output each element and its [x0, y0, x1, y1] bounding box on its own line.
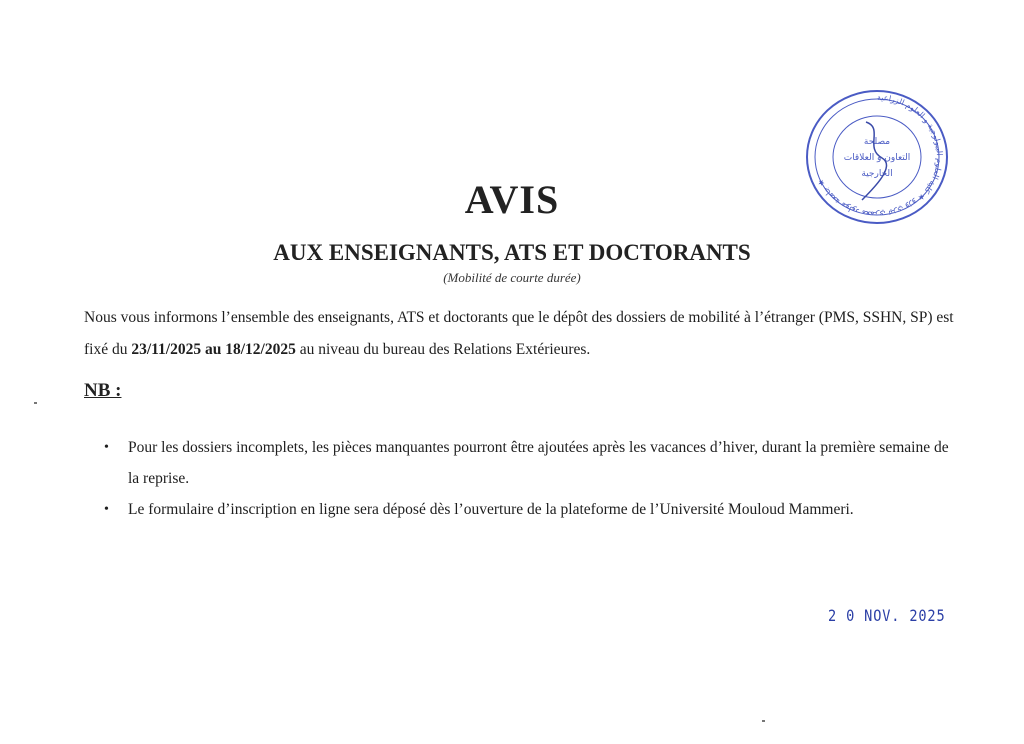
nb-list: [100, 432, 960, 525]
list-item: [100, 432, 960, 494]
scan-speck: [762, 720, 765, 722]
list-item-text: Pour les dossiers incomplets, les pièces manquantes pourront être ajoutées après les vacances d’hiver, durant la première semaine de la reprise.: [128, 439, 949, 487]
list-item: [100, 494, 960, 525]
list-item-text: Le formulaire d’inscription en ligne sera déposé dès l’ouverture de la plateforme de l’Université Mouloud Mammeri.: [128, 501, 854, 518]
seal-ring-text: جامعة مولود معمري تيزي وزو ★ كلية العلوم البيولوجية و العلوم الزراعية ★: [815, 92, 944, 220]
svg-text:التعاون و العلاقات: التعاون و العلاقات: [843, 153, 911, 163]
paragraph-intro: Nous vous informons l’ensemble des enseignants, ATS et doctorants que le dépôt des dossiers de mobilité à l’étranger (PMS, SSHN, SP) est fixé du: [84, 309, 954, 358]
svg-text:مصلحة: مصلحة: [863, 137, 891, 147]
date-stamp: 2 0 NOV. 2025: [828, 606, 946, 625]
svg-text:الخارجية: الخارجية: [861, 169, 893, 179]
notice-paragraph: [84, 302, 964, 366]
notice-title: AVIS: [464, 177, 560, 222]
paragraph-outro: au niveau du bureau des Relations Extérieures.: [295, 341, 591, 358]
bullet-icon: •: [104, 440, 109, 455]
paragraph-dates: 23/11/2025 au 18/12/2025: [131, 341, 296, 358]
bullet-icon: •: [104, 502, 109, 517]
nb-heading: NB :: [84, 380, 122, 401]
notice-note: (Mobilité de courte durée): [443, 270, 581, 285]
scan-speck: [34, 402, 37, 404]
notice-subtitle: AUX ENSEIGNANTS, ATS ET DOCTORANTS: [273, 240, 751, 265]
